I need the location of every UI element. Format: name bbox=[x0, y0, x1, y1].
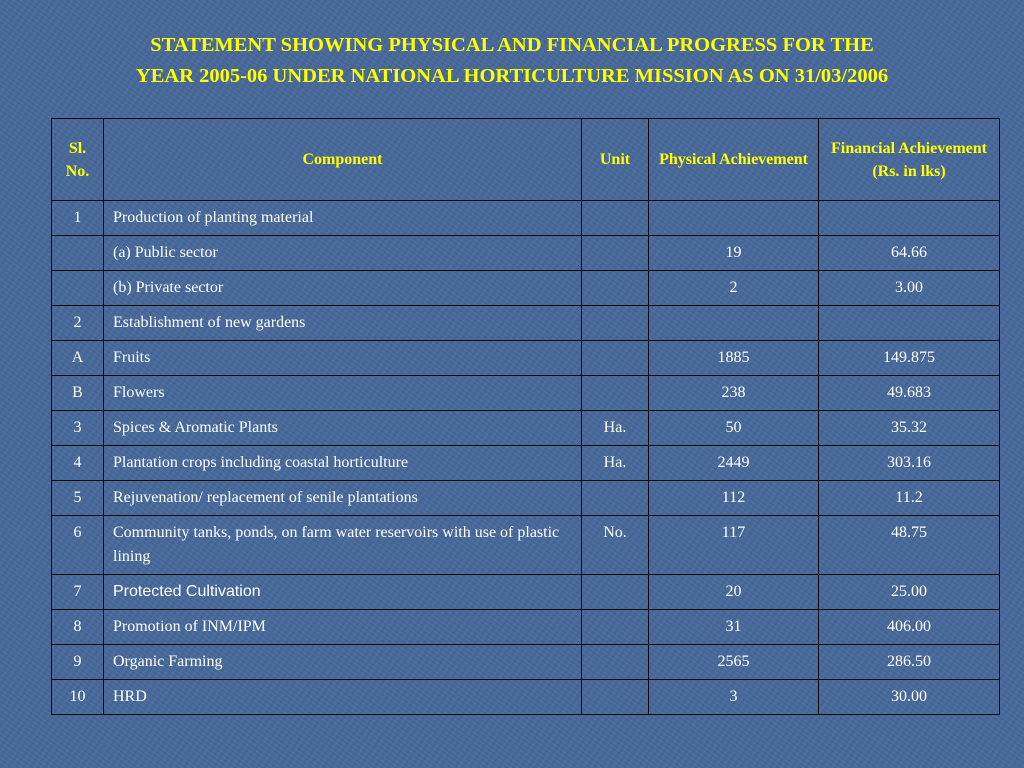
cell-sl-no: B bbox=[52, 376, 104, 411]
cell-sl-no: 1 bbox=[52, 201, 104, 236]
cell-unit bbox=[582, 306, 649, 341]
cell-physical: 2 bbox=[649, 271, 819, 306]
cell-physical: 31 bbox=[649, 610, 819, 645]
cell-unit bbox=[582, 341, 649, 376]
table-row bbox=[52, 376, 1000, 411]
table-row bbox=[52, 680, 1000, 715]
page-title-line-2: YEAR 2005-06 UNDER NATIONAL HORTICULTURE MISSION AS ON 31/03/2006 bbox=[135, 65, 889, 87]
table-row bbox=[52, 236, 1000, 271]
cell-unit bbox=[582, 271, 649, 306]
cell-component: Community tanks, ponds, on farm water reservoirs with use of plastic lining bbox=[104, 516, 582, 575]
cell-financial: 25.00 bbox=[819, 575, 1000, 610]
cell-component: Fruits bbox=[104, 341, 582, 376]
cell-financial: 35.32 bbox=[819, 411, 1000, 446]
cell-component: Promotion of INM/IPM bbox=[104, 610, 582, 645]
cell-financial: 3.00 bbox=[819, 271, 1000, 306]
cell-financial: 49.683 bbox=[819, 376, 1000, 411]
cell-financial: 64.66 bbox=[819, 236, 1000, 271]
cell-physical bbox=[649, 201, 819, 236]
cell-component: Organic Farming bbox=[104, 645, 582, 680]
cell-unit bbox=[582, 610, 649, 645]
cell-physical: 112 bbox=[649, 481, 819, 516]
cell-component: Rejuvenation/ replacement of senile plantations bbox=[104, 481, 582, 516]
cell-physical: 20 bbox=[649, 575, 819, 610]
page-title bbox=[0, 30, 1024, 92]
table-row bbox=[52, 271, 1000, 306]
header-financial-achievement: Financial Achievement (Rs. in lks) bbox=[819, 119, 1000, 201]
cell-physical: 2565 bbox=[649, 645, 819, 680]
table-row bbox=[52, 645, 1000, 680]
cell-unit: Ha. bbox=[582, 446, 649, 481]
page-title-line-1: STATEMENT SHOWING PHYSICAL AND FINANCIAL PROGRESS FOR THE bbox=[150, 34, 874, 56]
cell-sl-no bbox=[52, 271, 104, 306]
cell-component: (a) Public sector bbox=[104, 236, 582, 271]
cell-sl-no: 3 bbox=[52, 411, 104, 446]
table-row bbox=[52, 341, 1000, 376]
cell-unit bbox=[582, 680, 649, 715]
progress-table bbox=[51, 118, 1000, 715]
cell-physical bbox=[649, 306, 819, 341]
cell-physical: 1885 bbox=[649, 341, 819, 376]
table-row bbox=[52, 481, 1000, 516]
cell-financial: 303.16 bbox=[819, 446, 1000, 481]
cell-component: HRD bbox=[104, 680, 582, 715]
cell-sl-no: 9 bbox=[52, 645, 104, 680]
cell-component: Plantation crops including coastal horticulture bbox=[104, 446, 582, 481]
cell-financial: 30.00 bbox=[819, 680, 1000, 715]
cell-physical: 117 bbox=[649, 516, 819, 575]
cell-unit bbox=[582, 201, 649, 236]
cell-unit bbox=[582, 376, 649, 411]
cell-component: Spices & Aromatic Plants bbox=[104, 411, 582, 446]
cell-unit: No. bbox=[582, 516, 649, 575]
cell-physical: 50 bbox=[649, 411, 819, 446]
cell-sl-no: 4 bbox=[52, 446, 104, 481]
cell-sl-no bbox=[52, 236, 104, 271]
cell-sl-no: 5 bbox=[52, 481, 104, 516]
table-row bbox=[52, 516, 1000, 575]
cell-sl-no: 2 bbox=[52, 306, 104, 341]
header-sl-no: Sl. No. bbox=[52, 119, 104, 201]
table-row bbox=[52, 610, 1000, 645]
cell-sl-no: 6 bbox=[52, 516, 104, 575]
header-unit: Unit bbox=[582, 119, 649, 201]
cell-unit: Ha. bbox=[582, 411, 649, 446]
cell-component: Protected Cultivation bbox=[104, 575, 582, 610]
cell-financial: 11.2 bbox=[819, 481, 1000, 516]
cell-unit bbox=[582, 645, 649, 680]
cell-financial: 48.75 bbox=[819, 516, 1000, 575]
cell-physical: 2449 bbox=[649, 446, 819, 481]
table-row bbox=[52, 446, 1000, 481]
header-component: Component bbox=[104, 119, 582, 201]
cell-component: Flowers bbox=[104, 376, 582, 411]
cell-component: (b) Private sector bbox=[104, 271, 582, 306]
header-physical-achievement: Physical Achievement bbox=[649, 119, 819, 201]
table-row bbox=[52, 575, 1000, 610]
cell-physical: 3 bbox=[649, 680, 819, 715]
cell-component: Production of planting material bbox=[104, 201, 582, 236]
cell-sl-no: 7 bbox=[52, 575, 104, 610]
cell-financial: 406.00 bbox=[819, 610, 1000, 645]
cell-financial: 149.875 bbox=[819, 341, 1000, 376]
cell-unit bbox=[582, 575, 649, 610]
cell-sl-no: A bbox=[52, 341, 104, 376]
table-row bbox=[52, 306, 1000, 341]
cell-component: Establishment of new gardens bbox=[104, 306, 582, 341]
cell-financial bbox=[819, 306, 1000, 341]
cell-sl-no: 8 bbox=[52, 610, 104, 645]
cell-unit bbox=[582, 236, 649, 271]
cell-financial bbox=[819, 201, 1000, 236]
table-header-row bbox=[52, 119, 1000, 201]
cell-unit bbox=[582, 481, 649, 516]
table-row bbox=[52, 201, 1000, 236]
cell-physical: 19 bbox=[649, 236, 819, 271]
cell-sl-no: 10 bbox=[52, 680, 104, 715]
cell-physical: 238 bbox=[649, 376, 819, 411]
cell-financial: 286.50 bbox=[819, 645, 1000, 680]
table-row bbox=[52, 411, 1000, 446]
